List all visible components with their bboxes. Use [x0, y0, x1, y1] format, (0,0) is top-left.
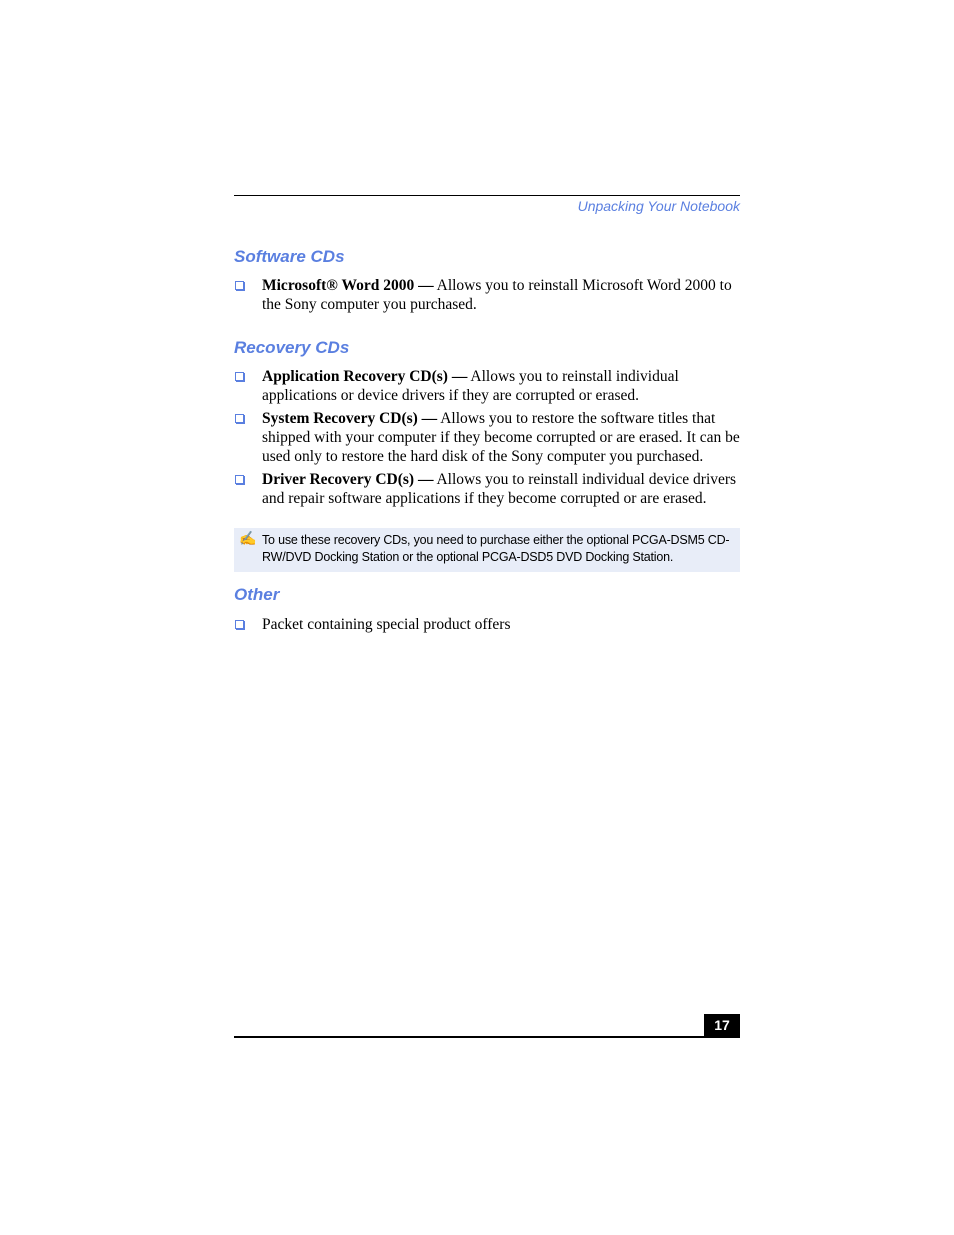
checkbox-bullet-icon — [235, 620, 244, 629]
item-text: Allows you to reinstall Microsoft Word 2000 to the Sony computer you purchased. — [262, 277, 732, 313]
header-rule — [234, 195, 740, 196]
checkbox-bullet-icon — [235, 281, 244, 290]
running-header: Unpacking Your Notebook — [577, 198, 740, 214]
list-item — [234, 276, 740, 314]
heading-software-cds: Software CDs — [234, 247, 345, 266]
checkbox-bullet-icon — [235, 372, 244, 381]
page-number: 17 — [704, 1014, 740, 1037]
heading-other: Other — [234, 585, 280, 604]
heading-recovery-cds: Recovery CDs — [234, 338, 350, 357]
item-text: Allows you to reinstall individual device drivers and repair software applications if they become corrupted or are erased. — [262, 471, 737, 507]
list-item — [234, 409, 740, 466]
item-title: Application Recovery CD(s) — — [262, 368, 468, 385]
other-list — [234, 615, 740, 634]
list-item — [234, 367, 740, 405]
item-title: Driver Recovery CD(s) — — [262, 471, 434, 488]
footer-rule — [234, 1036, 740, 1038]
note-box — [234, 528, 740, 572]
item-text: Allows you to restore the software titles that shipped with your computer if they become corrupted or are erased. It can be used only to restore the hard disk of the Sony computer you purchased. — [262, 410, 740, 465]
list-item — [234, 470, 740, 508]
item-title: Microsoft® Word 2000 — — [262, 277, 434, 294]
note-pencil-icon: ✍ — [239, 530, 257, 546]
note-text: To use these recovery CDs, you need to purchase either the optional PCGA-DSM5 CD-RW/DVD Docking Station or the optional PCGA-DSD5 DVD Docking Station. — [262, 533, 730, 564]
checkbox-bullet-icon — [235, 475, 244, 484]
checkbox-bullet-icon — [235, 414, 244, 423]
item-text: Allows you to reinstall individual applications or device drivers if they are corrupted or erased. — [262, 368, 679, 404]
recovery-cds-list — [234, 367, 740, 508]
item-title: System Recovery CD(s) — — [262, 410, 438, 427]
page-content — [234, 246, 740, 638]
software-cds-list — [234, 276, 740, 314]
item-text: Packet containing special product offers — [262, 616, 511, 633]
list-item — [234, 615, 740, 634]
